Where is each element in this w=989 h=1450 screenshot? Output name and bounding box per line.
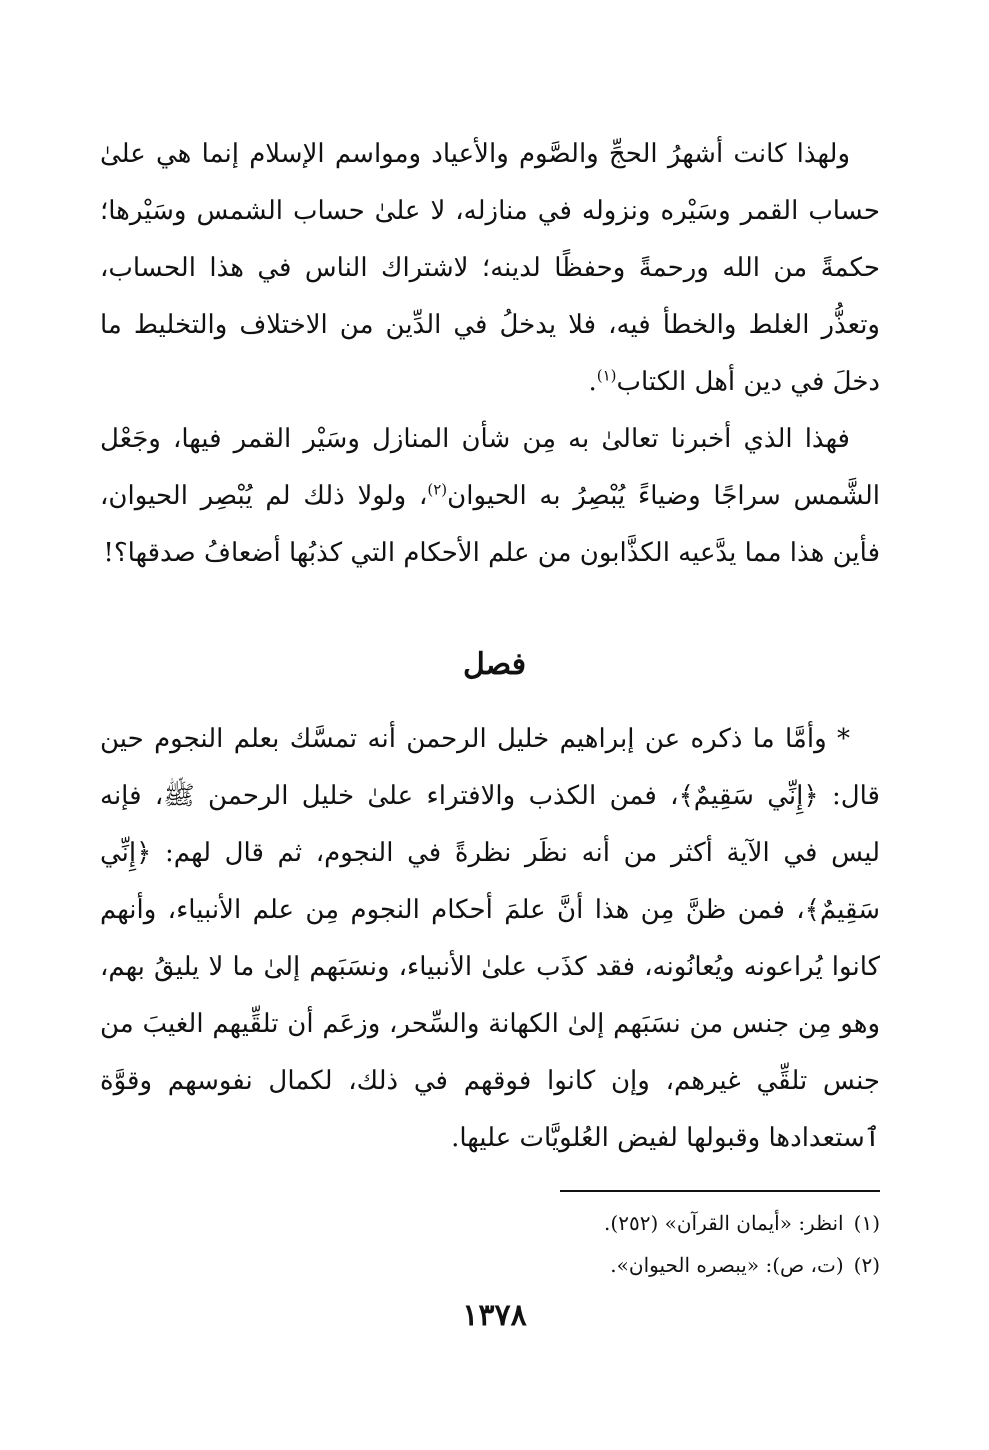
footnote-2-number: (٢) xyxy=(853,1253,880,1277)
paragraph-2-text-a: فهذا الذي أخبرنا تعالىٰ به مِن شأن المنازل وسَيْر القمر فيها، وجَعْل الشَّمس سراجًا وضياءً يُبْصِرُ به الحيوان xyxy=(100,424,880,511)
footnote-ref-2[interactable]: (٢) xyxy=(427,480,448,499)
paragraph-1-text: ولهذا كانت أشهرُ الحجِّ والصَّوم والأعياد ومواسم الإسلام إنما هي علىٰ حساب القمر وسَيْره ونزوله في منازله، لا علىٰ حساب الشمس وسَيْرها؛ حكمةً من الله ورحمةً وحفظًا لدينه؛ لاشتراك الناس في هذا الحساب، وتعذُّر الغلط والخطأ فيه، فلا يدخلُ في الدِّين من الاختلاف والتخليط ما دخلَ في دين أهل الكتاب xyxy=(100,139,881,397)
footnote-1 xyxy=(400,1202,880,1244)
paragraph-2-text-b: ، ولولا ذلك لم يُبْصِر الحيوان، فأين هذا مما يدَّعيه الكذَّابون من علم الأحكام التي كذبُها أضعافُ صدقها؟! xyxy=(100,481,880,568)
paragraph-1-tail: . xyxy=(588,367,597,397)
footnote-divider xyxy=(560,1190,880,1192)
footnote-2-text: (ت، ص): «يبصره الحيوان». xyxy=(610,1253,844,1277)
footnote-ref-1[interactable]: (١) xyxy=(596,366,617,385)
footnote-2 xyxy=(400,1244,880,1286)
footnote-1-text: انظر: «أيمان القرآن» (٢٥٢). xyxy=(604,1211,844,1235)
footnote-1-number: (١) xyxy=(853,1211,880,1235)
page-number: ١٣٧٨ xyxy=(462,1298,527,1333)
paragraph-1 xyxy=(100,126,880,411)
section-heading: فصل xyxy=(462,647,527,682)
paragraph-3 xyxy=(100,711,880,1167)
paragraph-2 xyxy=(100,411,880,582)
paragraph-3-text: * وأمَّا ما ذكره عن إبراهيم خليل الرحمن أنه تمسَّك بعلم النجوم حين قال: ﴿إِنِّي سَقِيمٌ﴾، فمن الكذب والافتراء علىٰ خليل الرحمن ﷺ، فإنه ليس في الآية أكثر من أنه نظَر نظرةً في النجوم، ثم قال لهم: ﴿إِنِّي سَقِيمٌ﴾، فمن ظنَّ مِن هذا أنَّ علمَ أحكام النجوم مِن علم الأنبياء، وأنهم كانوا يُراعونه ويُعانُونه، فقد كذَب علىٰ الأنبياء، ونسَبَهم إلىٰ ما لا يليقُ بهم، وهو مِن جنس من نسَبَهم إلىٰ الكهانة والسِّحر، وزعَم أن تلقِّيهم الغيبَ من جنس تلقِّي غيرهم، وإن كانوا فوقهم في ذلك، لكمال نفوسهم وقوَّة ٱستعدادها وقبولها لفيض العُلويَّات عليها. xyxy=(100,724,880,1153)
footnotes xyxy=(400,1202,880,1286)
